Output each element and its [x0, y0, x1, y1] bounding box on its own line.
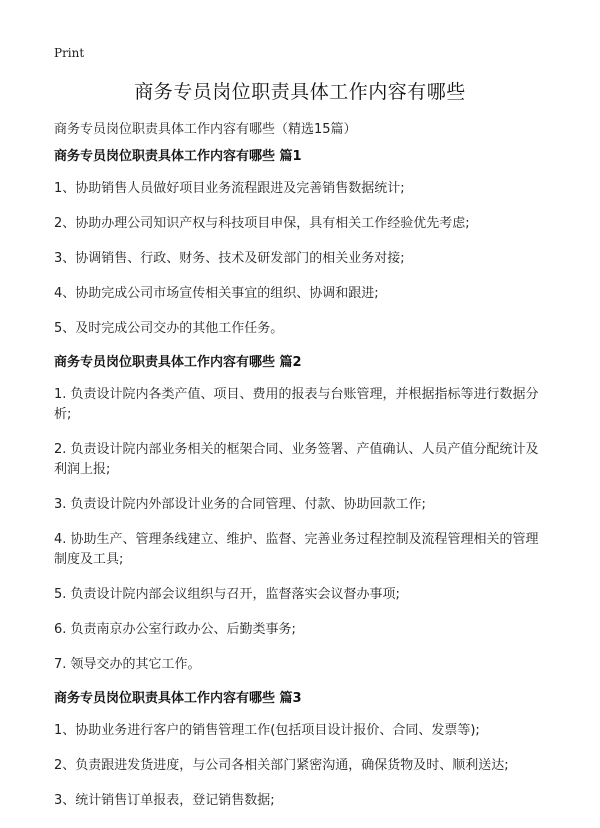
section-1: [54, 148, 550, 339]
document-subtitle: 商务专员岗位职责具体工作内容有哪些（精选15篇）: [54, 122, 357, 137]
section-heading: 商务专员岗位职责具体工作内容有哪些 篇2: [54, 355, 302, 370]
section-heading: 商务专员岗位职责具体工作内容有哪些 篇3: [54, 691, 302, 706]
list-item: 5、及时完成公司交办的其他工作任务。: [54, 321, 284, 336]
list-item: 6. 负责南京办公室行政办公、后勤类事务;: [54, 622, 296, 637]
list-item: 2、负责跟进发货进度，与公司各相关部门紧密沟通，确保货物及时、顺利送达;: [54, 758, 509, 773]
list-item: 5. 负责设计院内部会议组织与召开，监督落实会议督办事项;: [54, 587, 400, 602]
list-item: 7. 领导交办的其它工作。: [54, 657, 201, 672]
list-item: 3、统计销售订单报表，登记销售数据;: [54, 793, 275, 808]
list-item: 1、协助业务进行客户的销售管理工作(包括项目设计报价、合同、发票等);: [54, 723, 480, 738]
list-item: 3、协调销售、行政、财务、技术及研发部门的相关业务对接;: [54, 251, 405, 266]
page-title: 商务专员岗位职责具体工作内容有哪些: [134, 81, 466, 103]
list-item: 3. 负责设计院内外部设计业务的合同管理、付款、协助回款工作;: [54, 497, 426, 512]
list-item: 2. 负责设计院内部业务相关的框架合同、业务签署、产值确认、人员产值分配统计及利润上报;: [54, 442, 539, 477]
print-link[interactable]: Print: [54, 46, 85, 60]
document-content: [54, 148, 550, 826]
list-item: 1、协助销售人员做好项目业务流程跟进及完善销售数据统计;: [54, 181, 405, 196]
section-heading: 商务专员岗位职责具体工作内容有哪些 篇1: [54, 149, 302, 164]
list-item: 2、协助办理公司知识产权与科技项目申保，具有相关工作经验优先考虑;: [54, 216, 470, 231]
section-3: [54, 690, 550, 811]
list-item: 1. 负责设计院内各类产值、项目、费用的报表与台账管理，并根据指标等进行数据分析;: [54, 387, 539, 422]
list-item: 4、协助完成公司市场宣传相关事宜的组织、协调和跟进;: [54, 286, 379, 301]
section-2: [54, 354, 550, 675]
list-item: 4. 协助生产、管理条线建立、维护、监督、完善业务过程控制及流程管理相关的管理制度及工具;: [54, 532, 539, 567]
